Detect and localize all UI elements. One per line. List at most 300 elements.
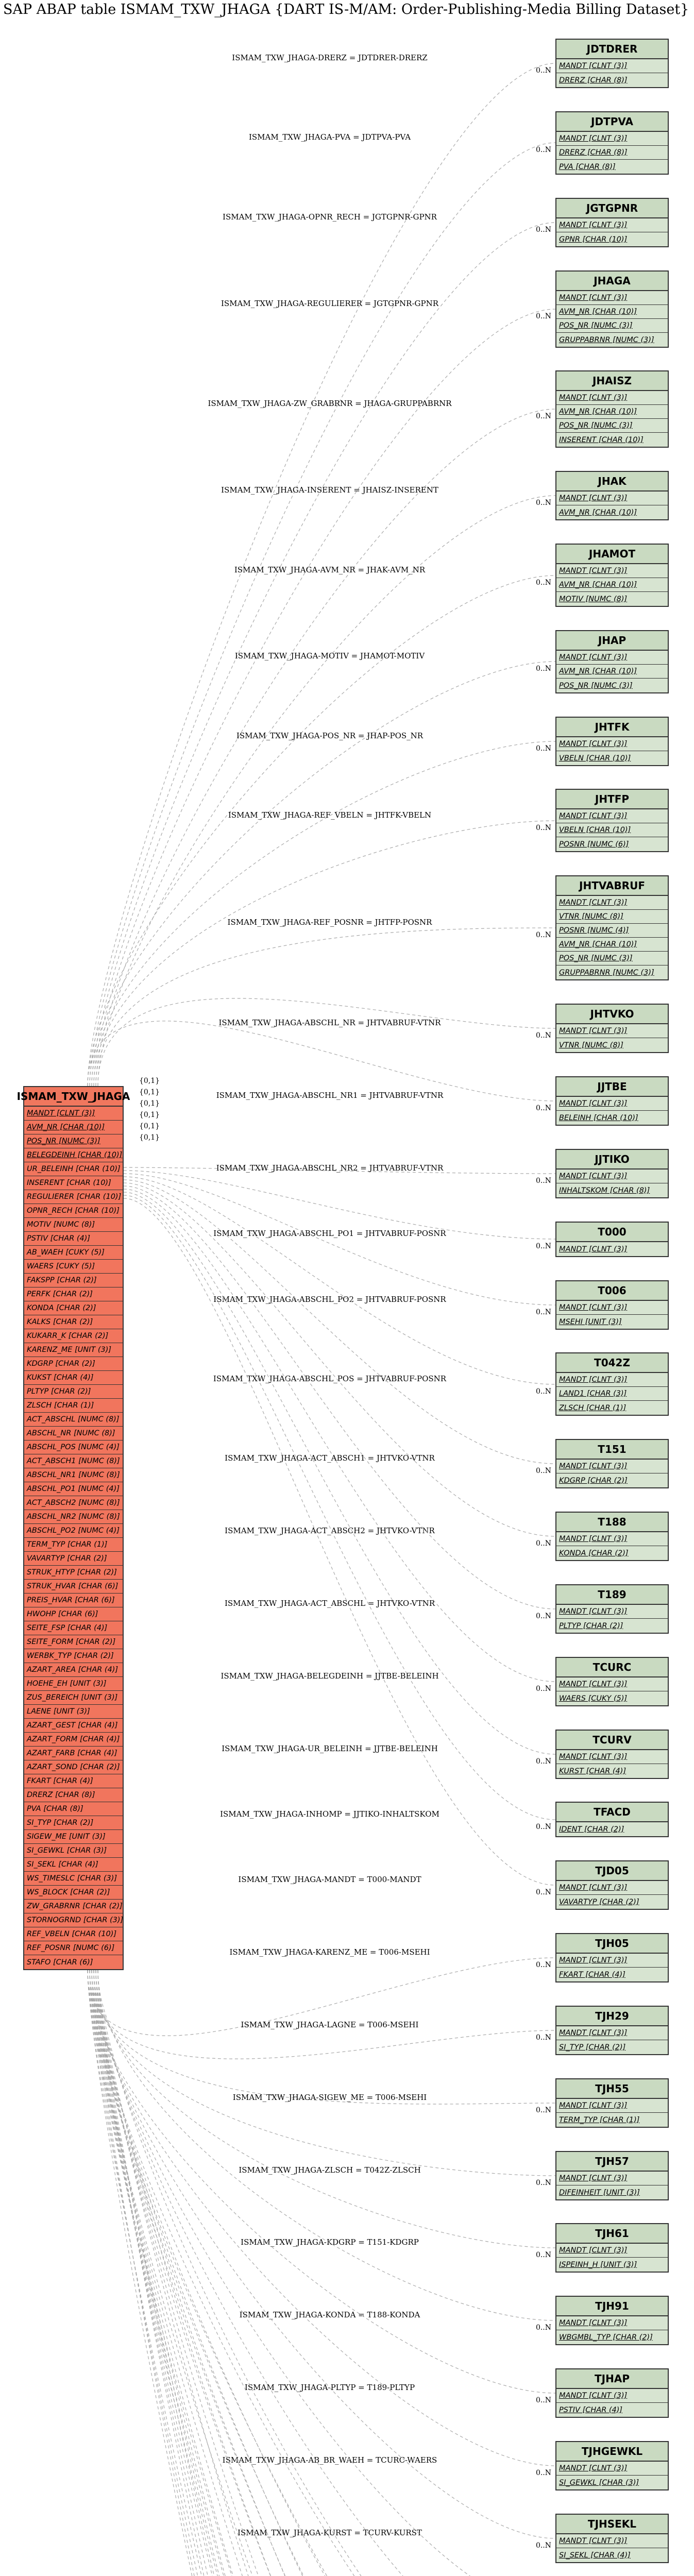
entity-field: STRUK_HTYP [CHAR (2)] — [24, 1566, 123, 1580]
relationship-edge — [90, 1970, 555, 2059]
relationship-edge — [90, 1970, 555, 2576]
entity-field: MANDT [CLNT (3)] — [559, 1245, 628, 1253]
entity-name: JJTIKO — [556, 1150, 668, 1170]
entity-name: T151 — [556, 1440, 668, 1460]
entity-jhtfk[interactable] — [555, 717, 669, 766]
entity-field: FKART [CHAR (4)] — [559, 1970, 625, 1979]
entity-field: AVM_NR [CHAR (10)] — [556, 305, 668, 319]
entity-field: SI_GEWKL [CHAR (3)] — [24, 1844, 123, 1858]
entity-jhak[interactable] — [555, 471, 669, 520]
entity-name: JJTBE — [556, 1077, 668, 1097]
entity-t006[interactable] — [555, 1280, 669, 1330]
entity-jhaga[interactable] — [555, 270, 669, 348]
entity-field: AVM_NR [CHAR (10)] — [556, 665, 668, 679]
entity-field: MANDT [CLNT (3)] — [556, 2389, 668, 2403]
entity-field: ABSCHL_NR2 [NUMC (8)] — [24, 1510, 123, 1524]
entity-field: VBELN [CHAR (10)] — [556, 823, 668, 837]
cardinality-label: 0..N — [535, 665, 551, 673]
entity-field: KURST [CHAR (4)] — [559, 1767, 627, 1775]
source-cardinality: {0,1} — [139, 1099, 160, 1108]
relationship-label: ISMAM_TXW_JHAGA-ABSCHL_NR = JHTVABRUF-VTNR — [218, 1018, 441, 1027]
entity-field: MOTIV [NUMC (8)] — [24, 1218, 123, 1232]
cardinality-label: 0..N — [535, 312, 551, 320]
cardinality-label: 0..N — [535, 1823, 551, 1831]
entity-name: TJH61 — [556, 2224, 668, 2244]
entity-name: TCURC — [556, 1658, 668, 1677]
entity-field: PERFK [CHAR (2)] — [24, 1287, 123, 1301]
entity-field: MANDT [CLNT (3)] — [556, 1750, 668, 1764]
relationship-edge — [92, 1970, 555, 2576]
entity-tjh29[interactable] — [555, 2006, 669, 2055]
relationship-edge — [88, 1970, 555, 2576]
cardinality-label: 0..N — [535, 1387, 551, 1396]
entity-name: T188 — [556, 1513, 668, 1532]
relationship-label: ISMAM_TXW_JHAGA-DRERZ = JDTDRER-DRERZ — [232, 53, 428, 62]
entity-name: TJH57 — [556, 2152, 668, 2172]
entity-name: T042Z — [556, 1353, 668, 1373]
entity-field: ABSCHL_POS [NUMC (4)] — [24, 1440, 123, 1454]
cardinality-label: 0..N — [535, 2541, 551, 2550]
relationship-edge — [94, 1970, 555, 2576]
entity-field: DIFEINHEIT [UNIT (3)] — [559, 2188, 640, 2197]
entity-name: T189 — [556, 1585, 668, 1605]
entity-field: GRUPPABRNR [NUMC (3)] — [559, 968, 654, 977]
entity-field: ABSCHL_PO2 [NUMC (4)] — [24, 1524, 123, 1538]
entity-field: AB_WAEH [CUKY (5)] — [24, 1246, 123, 1260]
entity-name: T006 — [556, 1281, 668, 1301]
entity-field: MANDT [CLNT (3)] — [556, 1097, 668, 1111]
relationship-edge — [94, 1970, 555, 2576]
entity-name: JGTGPNR — [556, 199, 668, 218]
entity-field: ACT_ABSCH2 [NUMC (8)] — [24, 1496, 123, 1510]
entity-jjtiko[interactable] — [555, 1149, 669, 1198]
entity-field: MANDT [CLNT (3)] — [556, 1677, 668, 1691]
entity-field: ZLSCH [CHAR (1)] — [559, 1403, 627, 1412]
cardinality-label: 0..N — [535, 1177, 551, 1185]
entity-field: WS_TIMESLC [CHAR (3)] — [24, 1872, 123, 1886]
entity-field: MANDT [CLNT (3)] — [556, 2462, 668, 2476]
relationship-label: ISMAM_TXW_JHAGA-ACT_ABSCHL = JHTVKO-VTNR — [224, 1599, 435, 1608]
entity-field: POS_NR [NUMC (3)] — [556, 952, 668, 965]
entity-tjh55[interactable] — [555, 2078, 669, 2128]
source-cardinality: {0,1} — [139, 1122, 160, 1130]
relationship-edge — [92, 1970, 555, 2576]
relationship-edge — [98, 1970, 555, 2576]
entity-field: INSERENT [CHAR (10)] — [559, 435, 644, 444]
entity-name: JHAK — [556, 472, 668, 492]
relationship-label: ISMAM_TXW_JHAGA-INHOMP = JJTIKO-INHALTSKOM — [220, 1809, 439, 1819]
cardinality-label: 0..N — [535, 2469, 551, 2477]
relationship-label: ISMAM_TXW_JHAGA-KURST = TCURV-KURST — [238, 2528, 422, 2537]
entity-tjd05[interactable] — [555, 1860, 669, 1910]
cardinality-label: 0..N — [535, 1685, 551, 1693]
entity-field: VTNR [NUMC (8)] — [559, 1041, 623, 1049]
relationship-edge — [88, 1970, 555, 2576]
entity-field: MANDT [CLNT (3)] — [556, 291, 668, 305]
entity-field: ABSCHL_NR [NUMC (8)] — [24, 1427, 123, 1440]
entity-field: MANDT [CLNT (3)] — [556, 1373, 668, 1387]
entity-jhtvko[interactable] — [555, 1004, 669, 1053]
entity-field: ABSCHL_PO1 [NUMC (4)] — [24, 1482, 123, 1496]
entity-field: MANDT [CLNT (3)] — [556, 1954, 668, 1968]
entity-field: MANDT [CLNT (3)] — [556, 1170, 668, 1183]
relationship-label: ISMAM_TXW_JHAGA-AB_BR_WAEH = TCURC-WAERS — [222, 2455, 437, 2465]
entity-name: JDTPVA — [556, 112, 668, 132]
entity-field: ISPEINH_H [UNIT (3)] — [559, 2260, 637, 2269]
entity-field: WAERS [CUKY (5)] — [24, 1260, 123, 1274]
entity-jjtbe[interactable] — [555, 1076, 669, 1126]
entity-field: BELEGDEINH [CHAR (10)] — [24, 1148, 123, 1162]
entity-field: DRERZ [CHAR (8)] — [24, 1788, 123, 1802]
entity-field: TERM_TYP [CHAR (1)] — [24, 1538, 123, 1552]
relationship-label: ISMAM_TXW_JHAGA-ABSCHL_NR2 = JHTVABRUF-VTNR — [216, 1163, 444, 1173]
entity-field: WAERS [CUKY (5)] — [559, 1694, 628, 1703]
entity-field: POS_NR [NUMC (3)] — [556, 319, 668, 333]
entity-field: FKART [CHAR (4)] — [24, 1774, 123, 1788]
relationship-label: ISMAM_TXW_JHAGA-KARENZ_ME = T006-MSEHI — [229, 1947, 430, 1957]
entity-field: MANDT [CLNT (3)] — [24, 1107, 123, 1121]
cardinality-label: 0..N — [535, 1308, 551, 1316]
entity-t000[interactable] — [555, 1222, 669, 1257]
entity-field: SI_SEKL [CHAR (4)] — [559, 2551, 631, 2560]
relationship-edge — [88, 1970, 555, 2576]
entity-name: JHAMOT — [556, 545, 668, 564]
entity-field: MANDT [CLNT (3)] — [556, 1881, 668, 1895]
entity-field: KARENZ_ME [UNIT (3)] — [24, 1343, 123, 1357]
relationship-edge — [98, 1970, 555, 2576]
entity-tcurc[interactable] — [555, 1657, 669, 1706]
relationship-edge — [124, 1192, 555, 1754]
entity-name: ISMAM_TXW_JHAGA — [24, 1087, 123, 1107]
cardinality-label: 0..N — [535, 1031, 551, 1040]
relationship-label: ISMAM_TXW_JHAGA-ABSCHL_POS = JHTVABRUF-POSNR — [213, 1374, 447, 1383]
entity-field: SI_SEKL [CHAR (4)] — [24, 1858, 123, 1872]
entity-jhap[interactable] — [555, 630, 669, 693]
source-cardinality: {0,1} — [139, 1077, 160, 1085]
entity-field: DRERZ [CHAR (8)] — [559, 76, 628, 84]
entity-name: JHTFP — [556, 790, 668, 809]
relationship-edge — [90, 1970, 555, 2576]
entity-field: POSNR [NUMC (4)] — [556, 924, 668, 938]
relationship-edge — [92, 1970, 555, 2104]
entity-field: MANDT [CLNT (3)] — [556, 218, 668, 232]
cardinality-label: 0..N — [535, 2251, 551, 2259]
entity-name: JHTVKO — [556, 1005, 668, 1024]
relationship-edge — [96, 928, 555, 1086]
entity-field: MANDT [CLNT (3)] — [556, 2026, 668, 2040]
entity-field: WERBK_TYP [CHAR (2)] — [24, 1649, 123, 1663]
entity-field: GPNR [CHAR (10)] — [559, 235, 628, 244]
entity-name: TCURV — [556, 1731, 668, 1750]
entity-field: ABSCHL_NR1 [NUMC (8)] — [24, 1468, 123, 1482]
entity-field: AVM_NR [CHAR (10)] — [24, 1121, 123, 1134]
relationship-edge — [92, 1970, 555, 2576]
cardinality-label: 0..N — [535, 146, 551, 154]
entity-field: POSNR [NUMC (6)] — [559, 840, 629, 849]
entity-field: ZLSCH [CHAR (1)] — [24, 1399, 123, 1413]
cardinality-label: 0..N — [535, 1888, 551, 1896]
relationship-edge — [88, 1970, 555, 2576]
entity-field: AVM_NR [CHAR (10)] — [556, 578, 668, 592]
relationship-edge — [94, 1970, 555, 2176]
entity-field: HWOHP [CHAR (6)] — [24, 1607, 123, 1621]
entity-field: REGULIERER [CHAR (10)] — [24, 1190, 123, 1204]
entity-field: AZART_FARB [CHAR (4)] — [24, 1747, 123, 1760]
cardinality-label: 0..N — [535, 2179, 551, 2187]
relationship-label: ISMAM_TXW_JHAGA-ACT_ABSCH1 = JHTVKO-VTNR — [225, 1453, 435, 1463]
entity-field: KONDA [CHAR (2)] — [24, 1301, 123, 1315]
relationship-label: ISMAM_TXW_JHAGA-MOTIV = JHAMOT-MOTIV — [234, 651, 425, 660]
entity-field: BELEINH [CHAR (10)] — [559, 1113, 638, 1122]
relationship-label: ISMAM_TXW_JHAGA-MANDT = T000-MANDT — [238, 1875, 421, 1884]
source-cardinality: {0,1} — [139, 1088, 160, 1096]
entity-field: PVA [CHAR (8)] — [24, 1802, 123, 1816]
entity-tjhap[interactable] — [555, 2368, 669, 2418]
entity-field: MANDT [CLNT (3)] — [556, 1605, 668, 1619]
entity-jdtpva[interactable] — [555, 111, 669, 175]
relationship-edge — [98, 496, 555, 1086]
cardinality-label: 0..N — [535, 931, 551, 939]
relationship-edge — [92, 1970, 555, 2538]
page-title: SAP ABAP table ISMAM_TXW_JHAGA {DART IS-M/AM: Order-Publishing-Media Billing Dataset} — [3, 2, 689, 18]
entity-tjhgewkl[interactable] — [555, 2441, 669, 2490]
entity-field: PSTIV [CHAR (4)] — [559, 2405, 623, 2414]
entity-field: MANDT [CLNT (3)] — [556, 2534, 668, 2548]
relationship-label: ISMAM_TXW_JHAGA-PVA = JDTPVA-PVA — [248, 132, 411, 142]
relationship-edge — [90, 1970, 555, 2576]
entity-field: IDENT [CHAR (2)] — [559, 1825, 624, 1834]
entity-field: KUKARR_K [CHAR (2)] — [24, 1329, 123, 1343]
entity-field: KUKST [CHAR (4)] — [24, 1371, 123, 1385]
entity-field: WBGMBL_TYP [CHAR (2)] — [559, 2333, 653, 2342]
relationship-edge — [88, 1970, 555, 2393]
relationship-edge — [96, 409, 555, 1086]
entity-field: VTNR [NUMC (8)] — [556, 910, 668, 924]
entity-jhamot[interactable] — [555, 544, 669, 607]
cardinality-label: 0..N — [535, 1104, 551, 1112]
entity-field: AVM_NR [CHAR (10)] — [559, 508, 637, 517]
cardinality-label: 0..N — [535, 824, 551, 832]
entity-field: LAENE [UNIT (3)] — [24, 1705, 123, 1719]
cardinality-label: 0..N — [535, 579, 551, 587]
cardinality-label: 0..N — [535, 1961, 551, 1969]
relationship-label: ISMAM_TXW_JHAGA-KDGRP = T151-KDGRP — [241, 2238, 419, 2247]
entity-field: MANDT [CLNT (3)] — [556, 59, 668, 73]
entity-field: KDGRP [CHAR (2)] — [559, 1476, 628, 1485]
relationship-label: ISMAM_TXW_JHAGA-INSERENT = JHAISZ-INSERENT — [221, 485, 438, 495]
relationship-edge — [94, 1970, 555, 2576]
entity-field: SEITE_FSP [CHAR (4)] — [24, 1621, 123, 1635]
entity-field: SEITE_FORM [CHAR (2)] — [24, 1635, 123, 1649]
entity-field: TERM_TYP [CHAR (1)] — [559, 2115, 640, 2124]
cardinality-label: 0..N — [535, 66, 551, 75]
cardinality-label: 0..N — [535, 1612, 551, 1620]
entity-name: TJHSEKL — [556, 2515, 668, 2534]
entity-field: VAVARTYP [CHAR (2)] — [24, 1552, 123, 1566]
entity-field: POS_NR [NUMC (3)] — [556, 419, 668, 433]
entity-tjh61[interactable] — [555, 2223, 669, 2273]
entity-field: MANDT [CLNT (3)] — [556, 492, 668, 505]
entity-tfacd[interactable] — [555, 1802, 669, 1837]
entity-tjh05[interactable] — [555, 1933, 669, 1982]
entity-field: ACT_ABSCH1 [NUMC (8)] — [24, 1454, 123, 1468]
relationship-label: ISMAM_TXW_JHAGA-POS_NR = JHAP-POS_NR — [236, 731, 424, 740]
relationship-label: ISMAM_TXW_JHAGA-AVM_NR = JHAK-AVM_NR — [234, 565, 426, 574]
entity-field: MANDT [CLNT (3)] — [556, 391, 668, 405]
entity-field: MANDT [CLNT (3)] — [556, 809, 668, 823]
entity-field: PREIS_HVAR [CHAR (6)] — [24, 1594, 123, 1607]
cardinality-label: 0..N — [535, 1242, 551, 1250]
relationship-label: ISMAM_TXW_JHAGA-PLTYP = T189-PLTYP — [244, 2383, 415, 2392]
relationship-label: ISMAM_TXW_JHAGA-REF_VBELN = JHTFK-VBELN — [228, 810, 432, 820]
entity-name: JHTVABRUF — [556, 876, 668, 896]
entity-field: DRERZ [CHAR (8)] — [556, 146, 668, 160]
relationship-edge — [92, 741, 555, 1086]
relationship-label: ISMAM_TXW_JHAGA-BELEGDEINH = JJTBE-BELEINH — [221, 1671, 439, 1681]
entity-field: MANDT [CLNT (3)] — [556, 1024, 668, 1038]
cardinality-label: 0..N — [535, 2033, 551, 2042]
relationship-edge — [90, 1970, 555, 2576]
entity-field: AZART_SOND [CHAR (2)] — [24, 1760, 123, 1774]
entity-field: MANDT [CLNT (3)] — [556, 1532, 668, 1546]
cardinality-label: 0..N — [535, 744, 551, 753]
entity-ismam-txw-jhaga[interactable] — [16, 1086, 130, 1970]
relationship-label: ISMAM_TXW_JHAGA-ZW_GRABRNR = JHAGA-GRUPPABRNR — [208, 399, 452, 408]
entity-tjh91[interactable] — [555, 2296, 669, 2345]
entity-field: HOEHE_EH [UNIT (3)] — [24, 1677, 123, 1691]
entity-field: MANDT [CLNT (3)] — [556, 1301, 668, 1315]
entity-field: INSERENT [CHAR (10)] — [24, 1176, 123, 1190]
entity-name: TJH91 — [556, 2297, 668, 2316]
relationship-label: ISMAM_TXW_JHAGA-ACT_ABSCH2 = JHTVKO-VTNR — [225, 1526, 435, 1535]
entity-jdtdrer[interactable] — [555, 39, 669, 88]
relationship-edge — [98, 1970, 555, 2576]
cardinality-label: 0..N — [535, 499, 551, 507]
entity-field: UR_BELEINH [CHAR (10)] — [24, 1162, 123, 1176]
relationship-label: ISMAM_TXW_JHAGA-UR_BELEINH = JJTBE-BELEINH — [222, 1744, 438, 1753]
entity-field: GRUPPABRNR [NUMC (3)] — [559, 335, 654, 344]
entity-field: AZART_FORM [CHAR (4)] — [24, 1733, 123, 1747]
entity-jhtfp[interactable] — [555, 789, 669, 852]
entity-field: MOTIV [NUMC (8)] — [559, 595, 628, 603]
cardinality-label: 0..N — [535, 226, 551, 234]
entity-field: ZW_GRABRNR [CHAR (2)] — [24, 1900, 123, 1913]
entity-t151[interactable] — [555, 1439, 669, 1488]
entity-field: KDGRP [CHAR (2)] — [24, 1357, 123, 1371]
entity-field: STORNOGRND [CHAR (3)] — [24, 1913, 123, 1927]
relationship-label: ISMAM_TXW_JHAGA-REF_POSNR = JHTFP-POSNR — [227, 918, 432, 927]
entity-field: MANDT [CLNT (3)] — [556, 2244, 668, 2258]
entity-field: MANDT [CLNT (3)] — [556, 1460, 668, 1473]
entity-field: FAKSPP [CHAR (2)] — [24, 1274, 123, 1287]
entity-tjhsekl[interactable] — [555, 2514, 669, 2563]
cardinality-label: 0..N — [535, 2106, 551, 2114]
relationship-label: ISMAM_TXW_JHAGA-ZLSCH = T042Z-ZLSCH — [239, 2165, 421, 2175]
relationship-label: ISMAM_TXW_JHAGA-ABSCHL_NR1 = JHTVABRUF-VTNR — [216, 1091, 444, 1100]
source-cardinality: {0,1} — [139, 1133, 160, 1142]
entity-name: JDTDRER — [556, 40, 668, 59]
relationship-label: ISMAM_TXW_JHAGA-OPNR_RECH = JGTGPNR-GPNR — [223, 212, 437, 222]
entity-t188[interactable] — [555, 1512, 669, 1561]
entity-field: PSTIV [CHAR (4)] — [24, 1232, 123, 1246]
relationship-edge — [90, 143, 555, 1086]
entity-field: SI_TYP [CHAR (2)] — [24, 1816, 123, 1830]
cardinality-label: 0..N — [535, 1757, 551, 1766]
entity-field: KALKS [CHAR (2)] — [24, 1315, 123, 1329]
entity-field: REF_POSNR [NUMC (6)] — [24, 1941, 123, 1955]
cardinality-label: 0..N — [535, 2324, 551, 2332]
entity-field: STRUK_HVAR [CHAR (6)] — [24, 1580, 123, 1594]
relationship-edge — [92, 1970, 555, 2576]
entity-field: KONDA [CHAR (2)] — [559, 1549, 629, 1557]
entity-name: TFACD — [556, 1803, 668, 1822]
relationship-edge — [124, 1186, 555, 1609]
entity-jhaisz[interactable] — [555, 370, 669, 448]
cardinality-label: 0..N — [535, 412, 551, 420]
entity-field: MANDT [CLNT (3)] — [556, 737, 668, 751]
entity-field: SI_GEWKL [CHAR (3)] — [559, 2478, 639, 2487]
entity-field: MANDT [CLNT (3)] — [556, 132, 668, 146]
entity-field: INHALTSKOM [CHAR (8)] — [559, 1186, 650, 1195]
entity-name: TJHAP — [556, 2369, 668, 2389]
relationship-label: ISMAM_TXW_JHAGA-KONDA = T188-KONDA — [239, 2310, 420, 2319]
entity-tjh57[interactable] — [555, 2151, 669, 2200]
entity-jhtvabruf[interactable] — [555, 875, 669, 980]
entity-field: STAFO [CHAR (6)] — [27, 1958, 93, 1967]
entity-field: ZUS_BEREICH [UNIT (3)] — [24, 1691, 123, 1705]
entity-field: MANDT [CLNT (3)] — [556, 896, 668, 910]
relationship-edge — [98, 998, 555, 1086]
entity-field: AVM_NR [CHAR (10)] — [556, 938, 668, 952]
entity-name: TJH55 — [556, 2079, 668, 2099]
relationship-edge — [90, 1970, 555, 2576]
entity-field: MANDT [CLNT (3)] — [556, 2316, 668, 2330]
relationship-edge — [124, 1195, 555, 1820]
source-cardinality: {0,1} — [139, 1111, 160, 1119]
entity-t042z[interactable] — [555, 1352, 669, 1416]
entity-name: JHAP — [556, 631, 668, 651]
entity-jgtgpnr[interactable] — [555, 198, 669, 247]
entity-tcurv[interactable] — [555, 1730, 669, 1779]
relationship-edge — [94, 1970, 555, 2576]
entity-t189[interactable] — [555, 1584, 669, 1634]
entity-field: MSEHI [UNIT (3)] — [559, 1317, 622, 1326]
entity-field: MANDT [CLNT (3)] — [556, 2099, 668, 2113]
entity-name: TJH05 — [556, 1934, 668, 1954]
relationship-edge — [124, 1180, 555, 1464]
entity-field: VBELN [CHAR (10)] — [559, 754, 631, 762]
relationship-edge — [92, 1970, 555, 2576]
entity-field: VAVARTYP [CHAR (2)] — [559, 1897, 639, 1906]
entity-name: JHAGA — [556, 272, 668, 291]
relationship-edge — [98, 1970, 555, 2576]
entity-field: SI_TYP [CHAR (2)] — [559, 2043, 626, 2052]
relationship-edge — [124, 1177, 555, 1384]
entity-field: REF_VBELN [CHAR (10)] — [24, 1927, 123, 1941]
entity-field: LAND1 [CHAR (3)] — [556, 1387, 668, 1401]
relationship-edge — [94, 309, 555, 1086]
entity-field: ACT_ABSCHL [NUMC (8)] — [24, 1413, 123, 1427]
entity-field: AVM_NR [CHAR (10)] — [556, 405, 668, 419]
entity-field: AZART_GEST [CHAR (4)] — [24, 1719, 123, 1733]
cardinality-label: 0..N — [535, 1539, 551, 1548]
entity-field: MANDT [CLNT (3)] — [556, 651, 668, 665]
entity-name: T000 — [556, 1223, 668, 1242]
relationship-edge — [124, 1174, 555, 1305]
relationship-label: ISMAM_TXW_JHAGA-LAGNE = T006-MSEHI — [241, 2020, 419, 2029]
cardinality-label: 0..N — [535, 1467, 551, 1475]
entity-field: PLTYP [CHAR (2)] — [24, 1385, 123, 1399]
